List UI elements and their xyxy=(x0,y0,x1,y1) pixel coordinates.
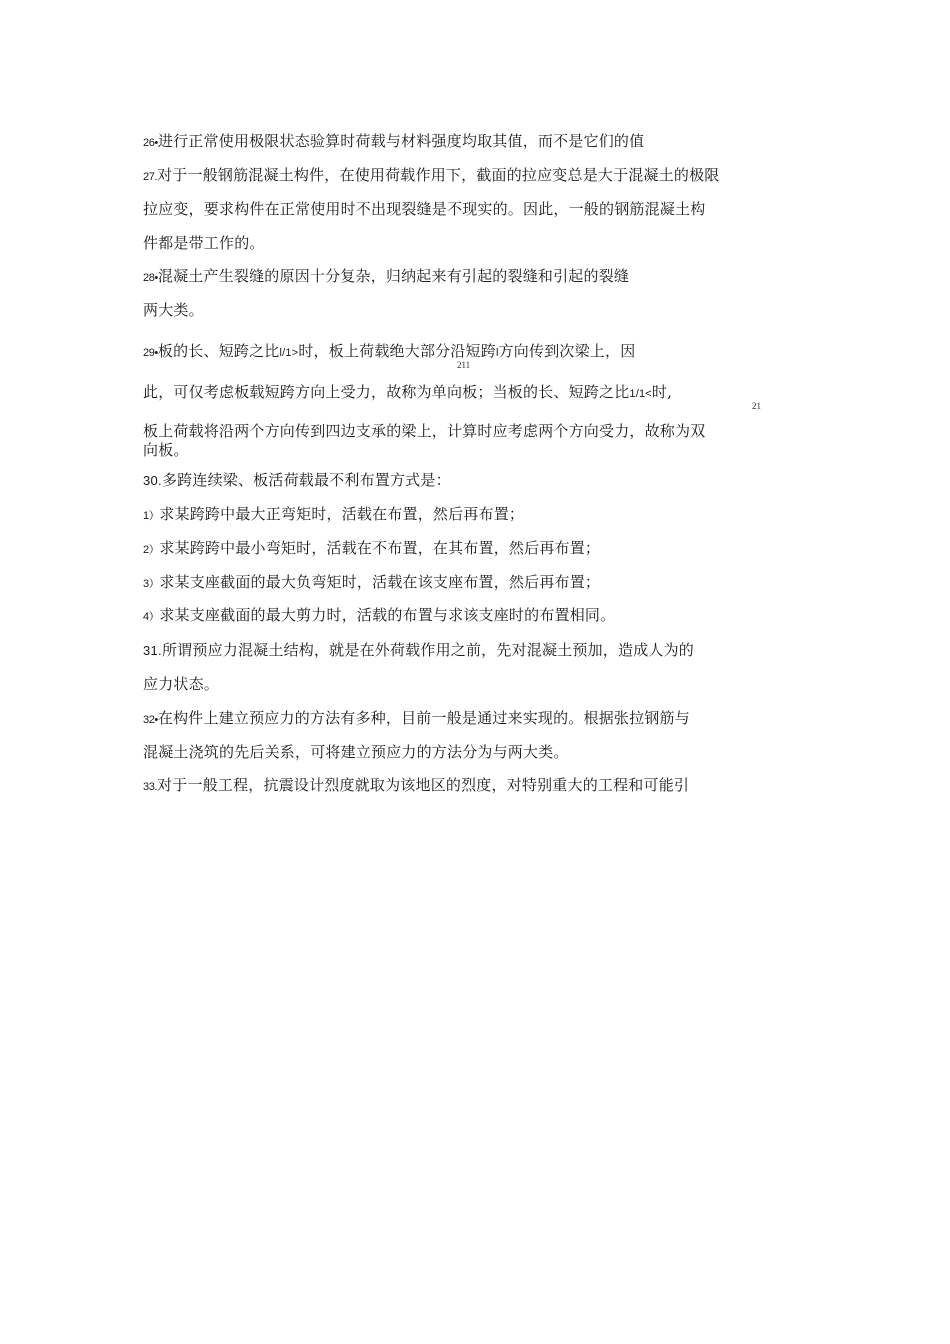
item-text: 混凝土产生裂缝的原因十分复杂，归纳起来有引起的裂缝和引起的裂缝 xyxy=(157,267,630,285)
item-number: 31. xyxy=(143,643,162,658)
item-30-2 xyxy=(143,538,600,560)
item-30-3 xyxy=(143,572,600,594)
item-28 xyxy=(143,266,629,288)
item-29 xyxy=(143,341,635,363)
item-number: 27. xyxy=(143,171,158,183)
item-text: 应力状态。 xyxy=(143,675,220,693)
item-number: 3） xyxy=(143,578,160,590)
item-number: 1） xyxy=(143,510,160,522)
span-symbol: l xyxy=(495,347,499,359)
item-26 xyxy=(143,131,644,153)
item-30-4 xyxy=(143,605,615,627)
item-30-1 xyxy=(143,504,524,526)
item-text: 对于一般钢筋混凝土构件，在使用荷载作用下，截面的拉应变总是大于混凝土的极限 xyxy=(157,166,720,184)
item-27 xyxy=(143,165,720,187)
item-31-cont xyxy=(143,674,219,694)
item-27-cont-2 xyxy=(143,233,265,253)
ratio-text: 1/1< xyxy=(629,388,652,400)
item-31 xyxy=(143,640,694,661)
item-number: 4） xyxy=(143,611,160,623)
item-text: 求某支座截面的最大负弯矩时，活载在该支座布置，然后再布置； xyxy=(159,573,601,591)
item-text: 求某跨跨中最大正弯矩时，活载在布置，然后再布置； xyxy=(159,505,525,523)
item-30 xyxy=(143,470,451,491)
item-text: 拉应变，要求构件在正常使用时不出现裂缝是不现实的。因此，一般的钢筋混凝土构 xyxy=(143,200,706,218)
ratio-text: l/1> xyxy=(279,347,299,359)
item-32 xyxy=(143,708,690,730)
item-text: 多跨连续梁、板活荷载最不利布置方式是： xyxy=(161,471,451,489)
item-text: 时，板上荷载绝大部分沿短跨 xyxy=(298,342,496,360)
item-number: 28• xyxy=(143,272,158,284)
item-text: 所谓预应力混凝土结构，就是在外荷载作用之前，先对混凝土预加，造成人为的 xyxy=(161,641,694,659)
item-text: 在构件上建立预应力的方法有多种，目前一般是通过来实现的。根据张拉钢筋与 xyxy=(157,709,690,727)
item-number: 33. xyxy=(143,781,158,793)
item-text: 时, xyxy=(651,383,673,401)
item-text: 对于一般工程，抗震设计烈度就取为该地区的烈度，对特别重大的工程和可能引 xyxy=(157,776,690,794)
item-text: 进行正常使用极限状态验算时荷载与材料强度均取其值，而不是它们的值 xyxy=(157,132,645,150)
item-number: 2） xyxy=(143,544,160,556)
item-text: 向板。 xyxy=(143,441,189,459)
item-text: 板上荷载将沿两个方向传到四边支承的梁上，计算时应考虑两个方向受力，故称为双 xyxy=(143,422,706,440)
item-text: 板的长、短跨之比 xyxy=(157,342,280,360)
item-text: 混凝土浇筑的先后关系，可将建立预应力的方法分为与两大类。 xyxy=(143,743,569,761)
subscript-note: 21 xyxy=(752,401,761,411)
item-28-cont xyxy=(143,300,204,320)
subscript-note: 211 xyxy=(457,360,471,370)
item-number: 26• xyxy=(143,137,158,149)
item-number: 32• xyxy=(143,714,158,726)
item-text: 方向传到次梁上，因 xyxy=(498,342,636,360)
item-number: 29• xyxy=(143,347,158,359)
item-32-cont xyxy=(143,742,569,762)
item-29-cont-3 xyxy=(143,440,189,460)
item-text: 此，可仅考虑板载短跨方向上受力，故称为单向板；当板的长、短跨之比 xyxy=(143,383,630,401)
item-27-cont-1 xyxy=(143,199,705,219)
item-text: 两大类。 xyxy=(143,301,204,319)
item-33 xyxy=(143,775,689,797)
item-text: 求某跨跨中最小弯矩时，活载在不布置，在其布置，然后再布置； xyxy=(159,539,601,557)
item-29-cont-1 xyxy=(143,382,672,404)
item-text: 件都是带工作的。 xyxy=(143,234,265,252)
item-text: 求某支座截面的最大剪力时，活载的布置与求该支座时的布置相同。 xyxy=(159,606,616,624)
item-29-cont-2 xyxy=(143,421,705,441)
item-number: 30. xyxy=(143,473,162,488)
